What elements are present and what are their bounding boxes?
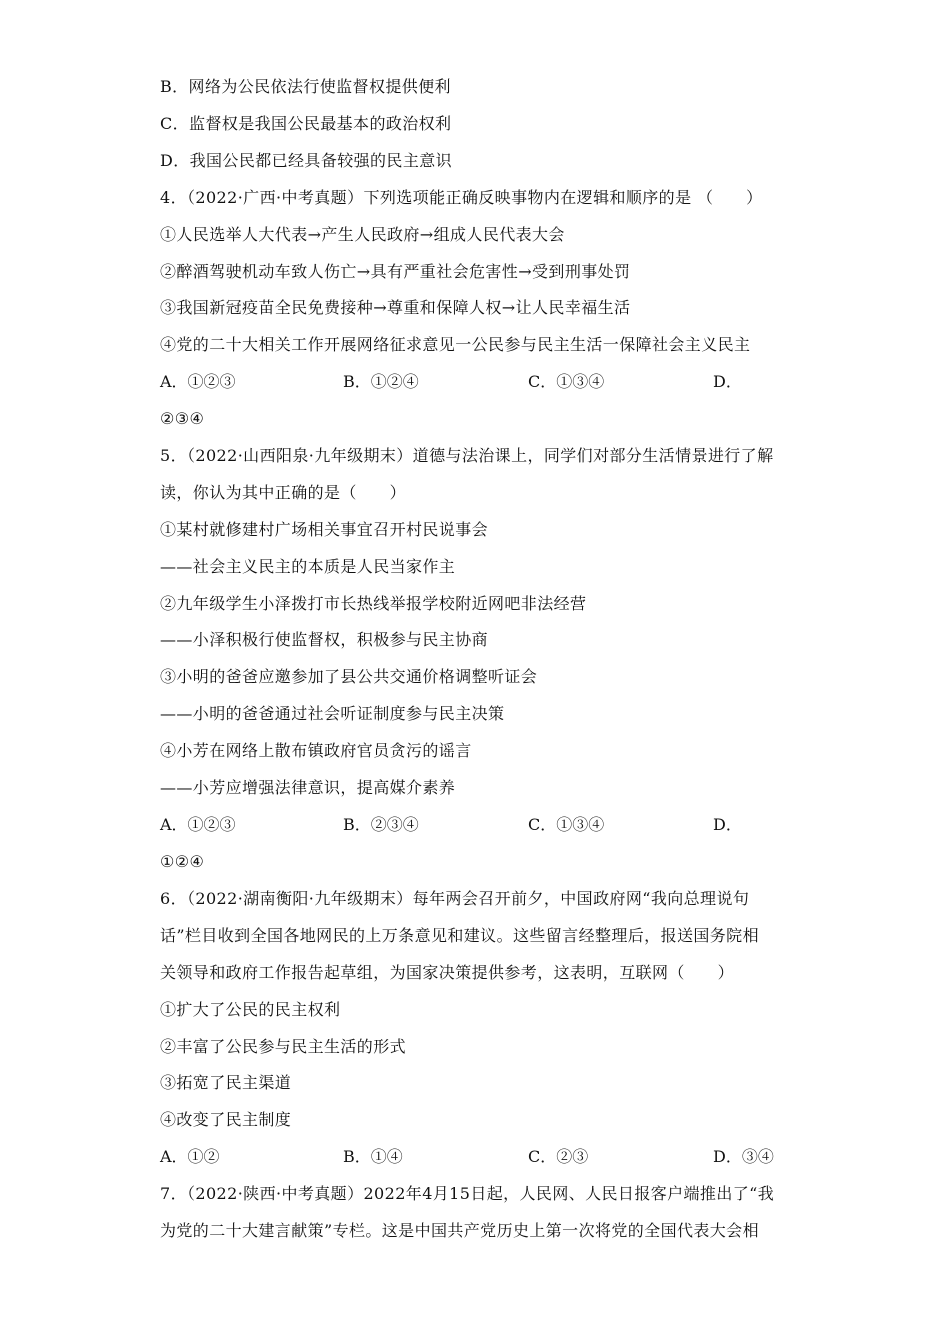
q4-option-c: C．①③④ [528, 372, 605, 391]
q5-option-c: C．①③④ [528, 815, 605, 834]
q3-option-d: D．我国公民都已经具备较强的民主意识 [160, 151, 453, 170]
q4-item-2: ②醉酒驾驶机动车致人伤亡→具有严重社会危害性→受到刑事处罚 [160, 262, 631, 281]
q4-stem: 4．（2022·广西·中考真题）下列选项能正确反映事物内在逻辑和顺序的是 （ ） [160, 188, 763, 207]
q6-option-c: C．②③ [528, 1147, 589, 1166]
q7-stem-line-1: 7．（2022·陕西·中考真题）2022年4月15日起，人民网、人民日报客户端推出了“我 [160, 1184, 775, 1203]
q5-item-3: ③小明的爸爸应邀参加了县公共交通价格调整听证会 [160, 667, 538, 686]
q6-stem-line-1: 6．（2022·湖南衡阳·九年级期末）每年两会召开前夕，中国政府网“我向总理说句 [160, 889, 750, 908]
q6-item-2: ②丰富了公民参与民主生活的形式 [160, 1037, 407, 1056]
q5-item-1: ①某村就修建村广场相关事宜召开村民说事会 [160, 520, 489, 539]
q5-option-a: A．①②③ [160, 815, 236, 834]
q5-item-4: ④小芳在网络上散布镇政府官员贪污的谣言 [160, 741, 472, 760]
q4-option-b: B．①②④ [343, 372, 419, 391]
q5-item-1-comment: ——社会主义民主的本质是人民当家作主 [160, 557, 456, 576]
q5-option-d-wrap: ①②④ [160, 852, 205, 871]
q4-item-1: ①人民选举人大代表→产生人民政府→组成人民代表大会 [160, 225, 565, 244]
q4-option-d-wrap: ②③④ [160, 409, 205, 428]
q4-option-d: D． [713, 372, 742, 391]
q5-item-3-comment: ——小明的爸爸通过社会听证制度参与民主决策 [160, 704, 505, 723]
q5-option-d: D． [713, 815, 742, 834]
q4-option-a: A．①②③ [160, 372, 236, 391]
q4-item-4: ④党的二十大相关工作开展网络征求意见一公民参与民主生活一保障社会主义民主 [160, 335, 751, 354]
q3-option-b: B．网络为公民依法行使监督权提供便利 [160, 77, 451, 96]
q6-stem-line-3: 关领导和政府工作报告起草组，为国家决策提供参考，这表明，互联网（ ） [160, 963, 735, 982]
q5-item-2-comment: ——小泽积极行使监督权，积极参与民主协商 [160, 630, 489, 649]
q6-option-a: A．①② [160, 1147, 220, 1166]
q5-stem-line-1: 5．（2022·山西阳泉·九年级期末）道德与法治课上，同学们对部分生活情景进行了解 [160, 446, 774, 465]
q5-item-4-comment: ——小芳应增强法律意识，提高媒介素养 [160, 778, 456, 797]
q3-option-c: C．监督权是我国公民最基本的政治权利 [160, 114, 452, 133]
q4-item-3: ③我国新冠疫苗全民免费接种→尊重和保障人权→让人民幸福生活 [160, 298, 631, 317]
q6-item-4: ④改变了民主制度 [160, 1110, 292, 1129]
q6-item-1: ①扩大了公民的民主权利 [160, 1000, 341, 1019]
q6-item-3: ③拓宽了民主渠道 [160, 1073, 292, 1092]
q6-stem-line-2: 话”栏目收到全国各地网民的上万条意见和建议。这些留言经整理后，报送国务院相 [160, 926, 759, 945]
q6-option-b: B．①④ [343, 1147, 403, 1166]
q5-option-b: B．②③④ [343, 815, 419, 834]
q5-stem-line-2: 读，你认为其中正确的是（ ） [160, 483, 407, 502]
q7-stem-line-2: 为党的二十大建言献策”专栏。这是中国共产党历史上第一次将党的全国代表大会相 [160, 1221, 759, 1240]
q5-item-2: ②九年级学生小泽拨打市长热线举报学校附近网吧非法经营 [160, 594, 587, 613]
q6-option-d: D．③④ [713, 1147, 774, 1166]
